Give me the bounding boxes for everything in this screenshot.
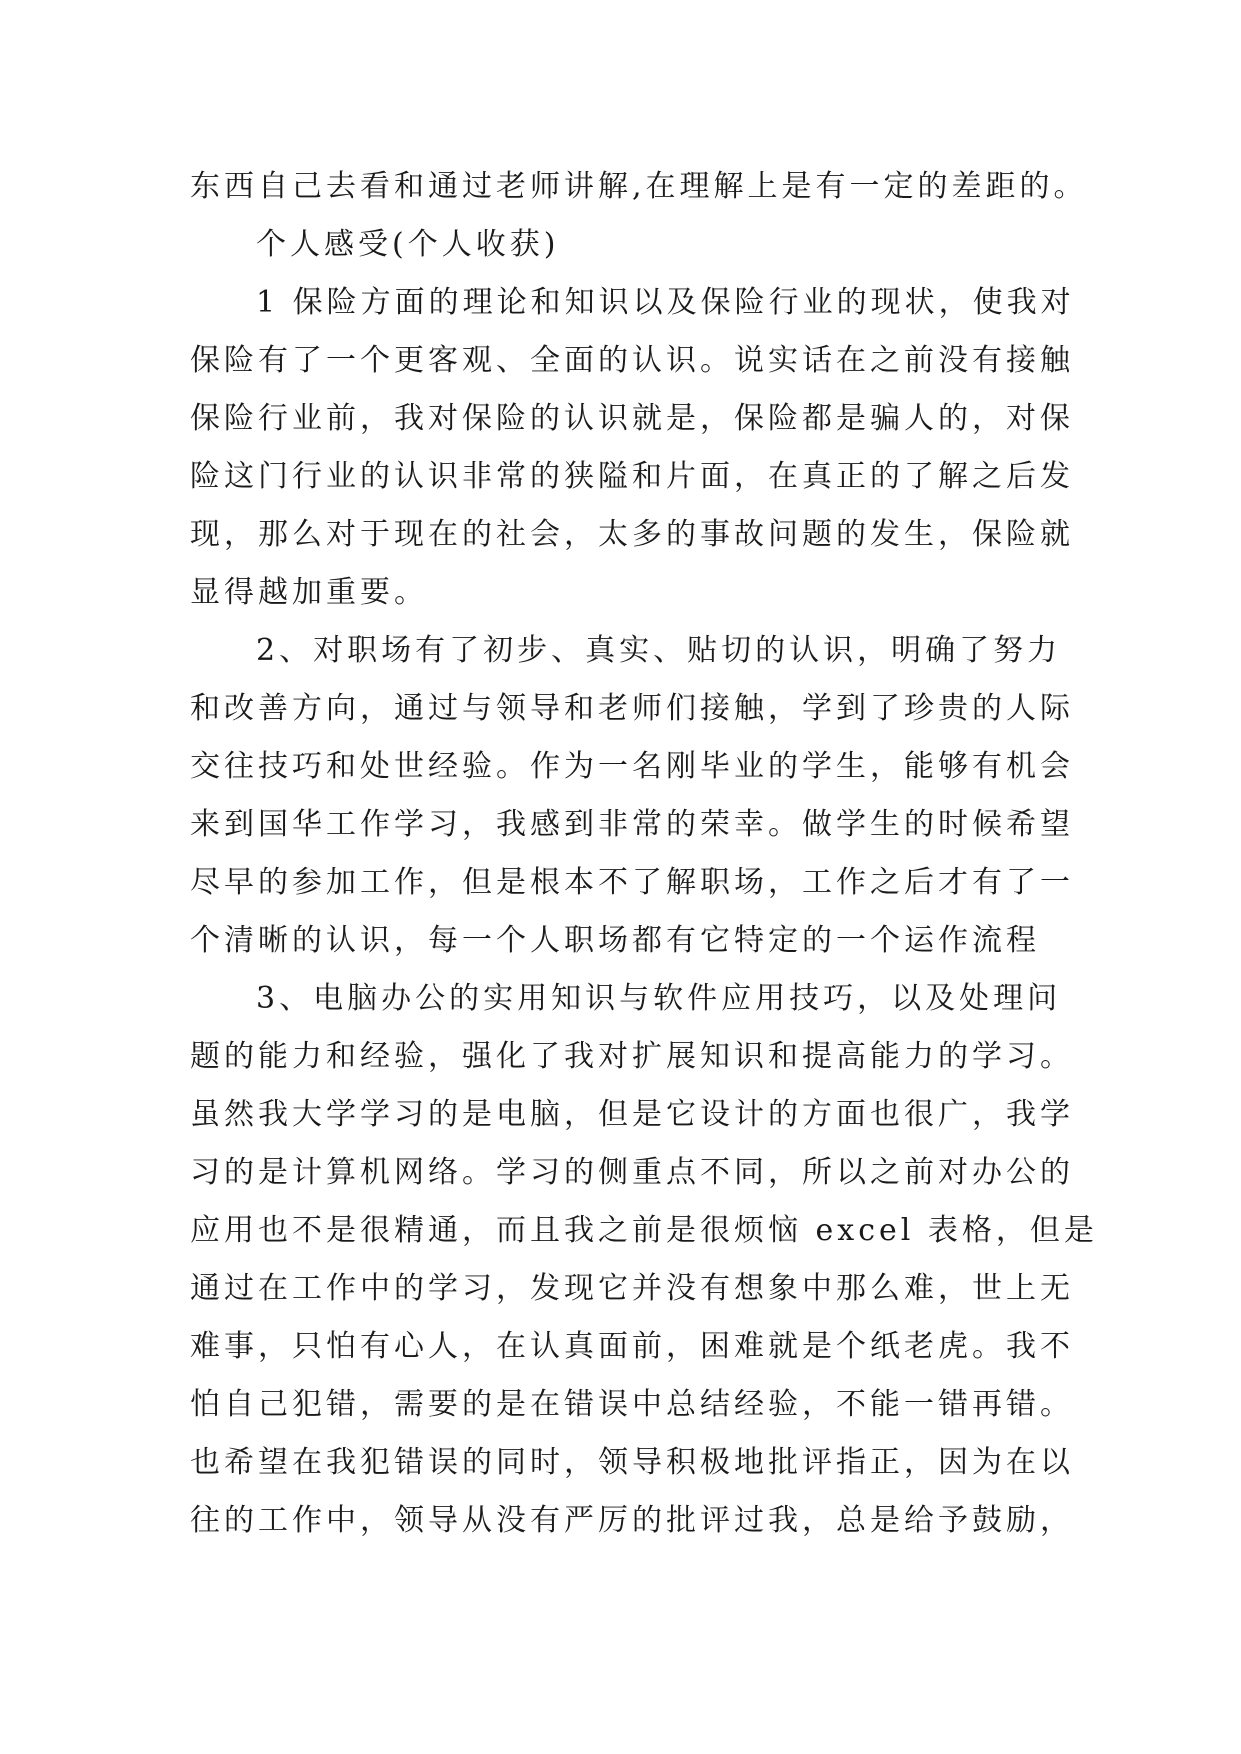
text-line: 保险行业前，我对保险的认识就是，保险都是骗人的，对保	[190, 401, 1074, 436]
text-line: 怕自己犯错，需要的是在错误中总结经验，不能一错再错。	[190, 1387, 1074, 1422]
text-line: 显得越加重要。	[190, 575, 428, 610]
text-line: 交往技巧和处世经验。作为一名刚毕业的学生，能够有机会	[190, 749, 1074, 784]
text-line: 2、对职场有了初步、真实、贴切的认识，明确了努力	[256, 633, 1062, 668]
text-line: 往的工作中，领导从没有严厉的批评过我，总是给予鼓励，	[190, 1503, 1074, 1538]
text-line: 东西自己去看和通过老师讲解,在理解上是有一定的差距的。	[190, 169, 1088, 204]
text-line: 习的是计算机网络。学习的侧重点不同，所以之前对办公的	[190, 1155, 1074, 1190]
text-line: 尽早的参加工作，但是根本不了解职场，工作之后才有了一	[190, 865, 1074, 900]
text-line: 险这门行业的认识非常的狭隘和片面，在真正的了解之后发	[190, 459, 1074, 494]
text-line: 应用也不是很精通，而且我之前是很烦恼 excel 表格，但是	[190, 1213, 1098, 1248]
text-line: 1 保险方面的理论和知识以及保险行业的现状，使我对	[256, 285, 1075, 320]
text-line: 保险有了一个更客观、全面的认识。说实话在之前没有接触	[190, 343, 1074, 378]
text-line: 来到国华工作学习，我感到非常的荣幸。做学生的时候希望	[190, 807, 1074, 842]
text-line: 和改善方向，通过与领导和老师们接触，学到了珍贵的人际	[190, 691, 1074, 726]
text-line: 难事，只怕有心人，在认真面前，困难就是个纸老虎。我不	[190, 1329, 1074, 1364]
text-line: 通过在工作中的学习，发现它并没有想象中那么难，世上无	[190, 1271, 1074, 1306]
text-line: 题的能力和经验，强化了我对扩展知识和提高能力的学习。	[190, 1039, 1074, 1074]
text-line: 3、电脑办公的实用知识与软件应用技巧，以及处理问	[256, 981, 1062, 1016]
text-line: 个清晰的认识，每一个人职场都有它特定的一个运作流程	[190, 923, 1040, 958]
text-line: 也希望在我犯错误的同时，领导积极地批评指正，因为在以	[190, 1445, 1074, 1480]
section-heading: 个人感受(个人收获)	[256, 227, 560, 262]
document-body	[190, 158, 1098, 1550]
text-line: 现，那么对于现在的社会，太多的事故问题的发生，保险就	[190, 517, 1074, 552]
text-line: 虽然我大学学习的是电脑，但是它设计的方面也很广，我学	[190, 1097, 1074, 1132]
